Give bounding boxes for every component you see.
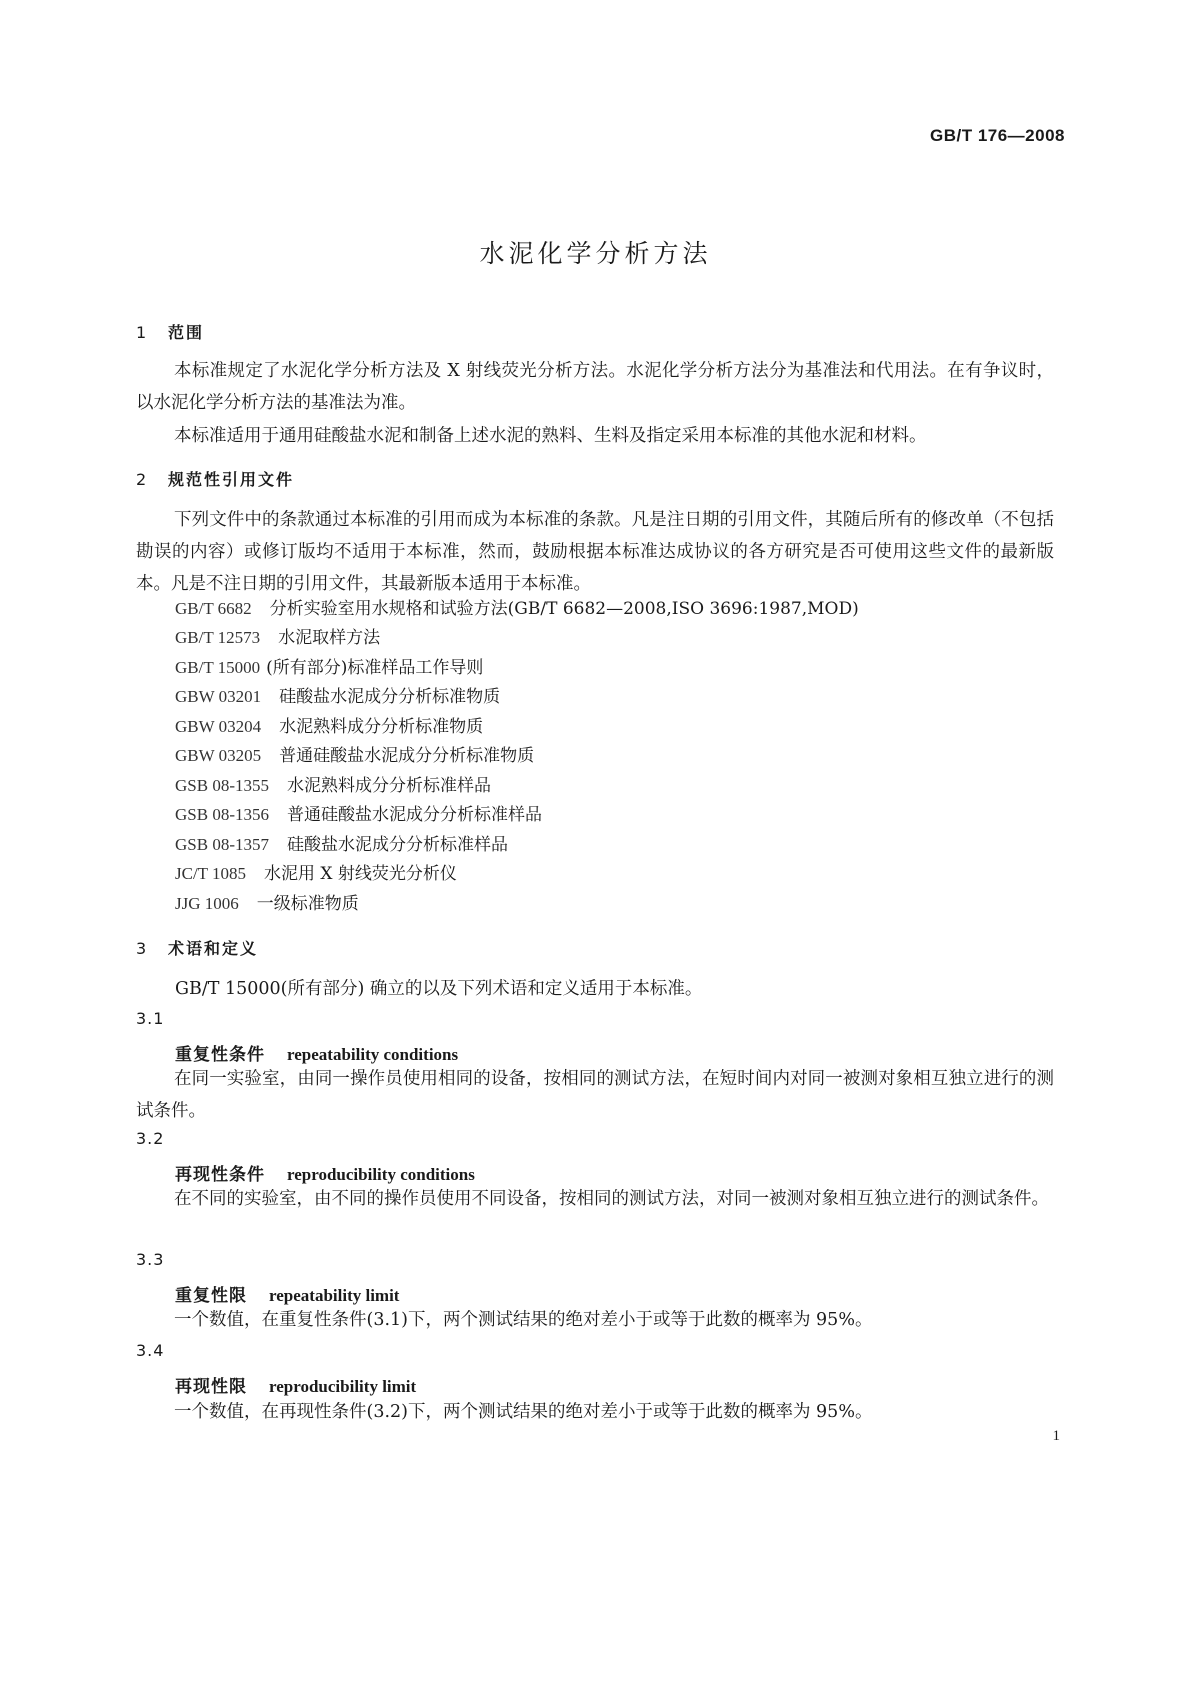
reference-item xyxy=(175,681,500,713)
reference-code: GBW 03204 xyxy=(175,717,262,736)
clause-number: 3.3 xyxy=(136,1250,165,1269)
standard-code: GB/T 176—2008 xyxy=(929,126,1065,145)
term-entry xyxy=(175,1372,416,1397)
reference-code: GSB 08-1355 xyxy=(175,776,269,795)
term-english: reproducibility limit xyxy=(269,1377,417,1396)
section-heading-normative-references xyxy=(136,467,294,490)
reference-code: GB/T 15000 xyxy=(175,658,261,677)
reference-title: 水泥取样方法 xyxy=(278,628,381,648)
term-entry xyxy=(175,1281,399,1306)
terms-intro: GB/T 15000(所有部分) 确立的以及下列术语和定义适用于本标准。 xyxy=(175,979,703,999)
reference-item xyxy=(175,622,380,654)
term-english: repeatability conditions xyxy=(287,1045,459,1064)
reference-item xyxy=(175,740,534,772)
reference-item xyxy=(175,770,491,802)
reference-title: 分析实验室用水规格和试验方法(GB/T 6682—2008,ISO 3696:1987,MOD) xyxy=(269,599,859,619)
term-chinese: 重复性条件 xyxy=(175,1045,265,1065)
term-chinese: 重复性限 xyxy=(175,1286,247,1306)
section-title: 术语和定义 xyxy=(168,939,259,958)
section-heading-terms-and-definitions xyxy=(136,936,258,959)
term-definition: 一个数值，在再现性条件(3.2)下，两个测试结果的绝对差小于或等于此数的概率为 95%。 xyxy=(174,1402,873,1422)
clause-number: 3.4 xyxy=(136,1341,165,1360)
term-definition: 在同一实验室，由同一操作员使用相同的设备，按相同的测试方法，在短时间内对同一被测对象相互独立进行的测试条件。 xyxy=(136,1069,1054,1121)
section-heading-scope xyxy=(136,320,204,343)
reference-title: 水泥熟料成分分析标准样品 xyxy=(286,776,491,796)
term-chinese: 再现性限 xyxy=(175,1377,247,1397)
reference-title: 硅酸盐水泥成分分析标准样品 xyxy=(286,835,508,855)
term-entry xyxy=(175,1040,458,1065)
section-number: 3 xyxy=(136,939,149,958)
reference-title: 硅酸盐水泥成分分析标准物质 xyxy=(279,687,501,707)
reference-item xyxy=(175,888,359,920)
clause-number: 3.2 xyxy=(136,1129,165,1148)
term-definition: 一个数值，在重复性条件(3.1)下，两个测试结果的绝对差小于或等于此数的概率为 95%。 xyxy=(174,1310,873,1330)
term-english: reproducibility conditions xyxy=(287,1165,475,1184)
reference-item xyxy=(175,711,483,743)
term-chinese: 再现性条件 xyxy=(175,1165,265,1185)
reference-title: 水泥用 X 射线荧光分析仪 xyxy=(264,864,457,884)
reference-code: JJG 1006 xyxy=(175,894,239,913)
reference-item xyxy=(175,799,542,831)
term-english: repeatability limit xyxy=(269,1286,400,1305)
page-number: 1 xyxy=(1052,1428,1060,1444)
document-title: 水泥化学分析方法 xyxy=(479,239,712,268)
reference-item xyxy=(175,858,457,890)
section-number: 2 xyxy=(136,470,149,489)
section-number: 1 xyxy=(136,323,149,342)
scope-paragraph-2: 本标准适用于通用硅酸盐水泥和制备上述水泥的熟料、生料及指定采用本标准的其他水泥和材料。 xyxy=(174,426,927,446)
reference-item xyxy=(175,652,483,684)
reference-title: 水泥熟料成分分析标准物质 xyxy=(279,717,484,737)
reference-title: 普通硅酸盐水泥成分分析标准样品 xyxy=(286,805,542,825)
term-definition: 在不同的实验室，由不同的操作员使用不同设备，按相同的测试方法，对同一被测对象相互独立进行的测试条件。 xyxy=(174,1189,1049,1209)
reference-title: 普通硅酸盐水泥成分分析标准物质 xyxy=(279,746,535,766)
reference-code: GB/T 12573 xyxy=(175,628,261,647)
reference-code: GBW 03205 xyxy=(175,746,262,765)
reference-title: (所有部分)标准样品工作导则 xyxy=(266,658,484,678)
section-title: 规范性引用文件 xyxy=(168,470,295,489)
section-title: 范围 xyxy=(168,323,205,342)
scope-paragraph-1: 本标准规定了水泥化学分析方法及 X 射线荧光分析方法。水泥化学分析方法分为基准法和代用法。在有争议时，以水泥化学分析方法的基准法为准。 xyxy=(136,361,1054,413)
reference-title: 一级标准物质 xyxy=(256,894,359,914)
reference-code: GSB 08-1357 xyxy=(175,835,269,854)
reference-code: GBW 03201 xyxy=(175,687,262,706)
reference-item xyxy=(175,829,508,861)
reference-code: GB/T 6682 xyxy=(175,599,252,618)
term-entry xyxy=(175,1160,475,1185)
reference-item xyxy=(175,593,859,625)
references-paragraph: 下列文件中的条款通过本标准的引用而成为本标准的条款。凡是注日期的引用文件，其随后所有的修改单（不包括勘误的内容）或修订版均不适用于本标准，然而，鼓励根据本标准达成协议的各方研究是否可使用这些文件的最新版本。凡是不注日期的引用文件，其最新版本适用于本标准。 xyxy=(136,510,1054,594)
reference-code: JC/T 1085 xyxy=(175,864,247,883)
clause-number: 3.1 xyxy=(136,1009,165,1028)
reference-code: GSB 08-1356 xyxy=(175,805,269,824)
